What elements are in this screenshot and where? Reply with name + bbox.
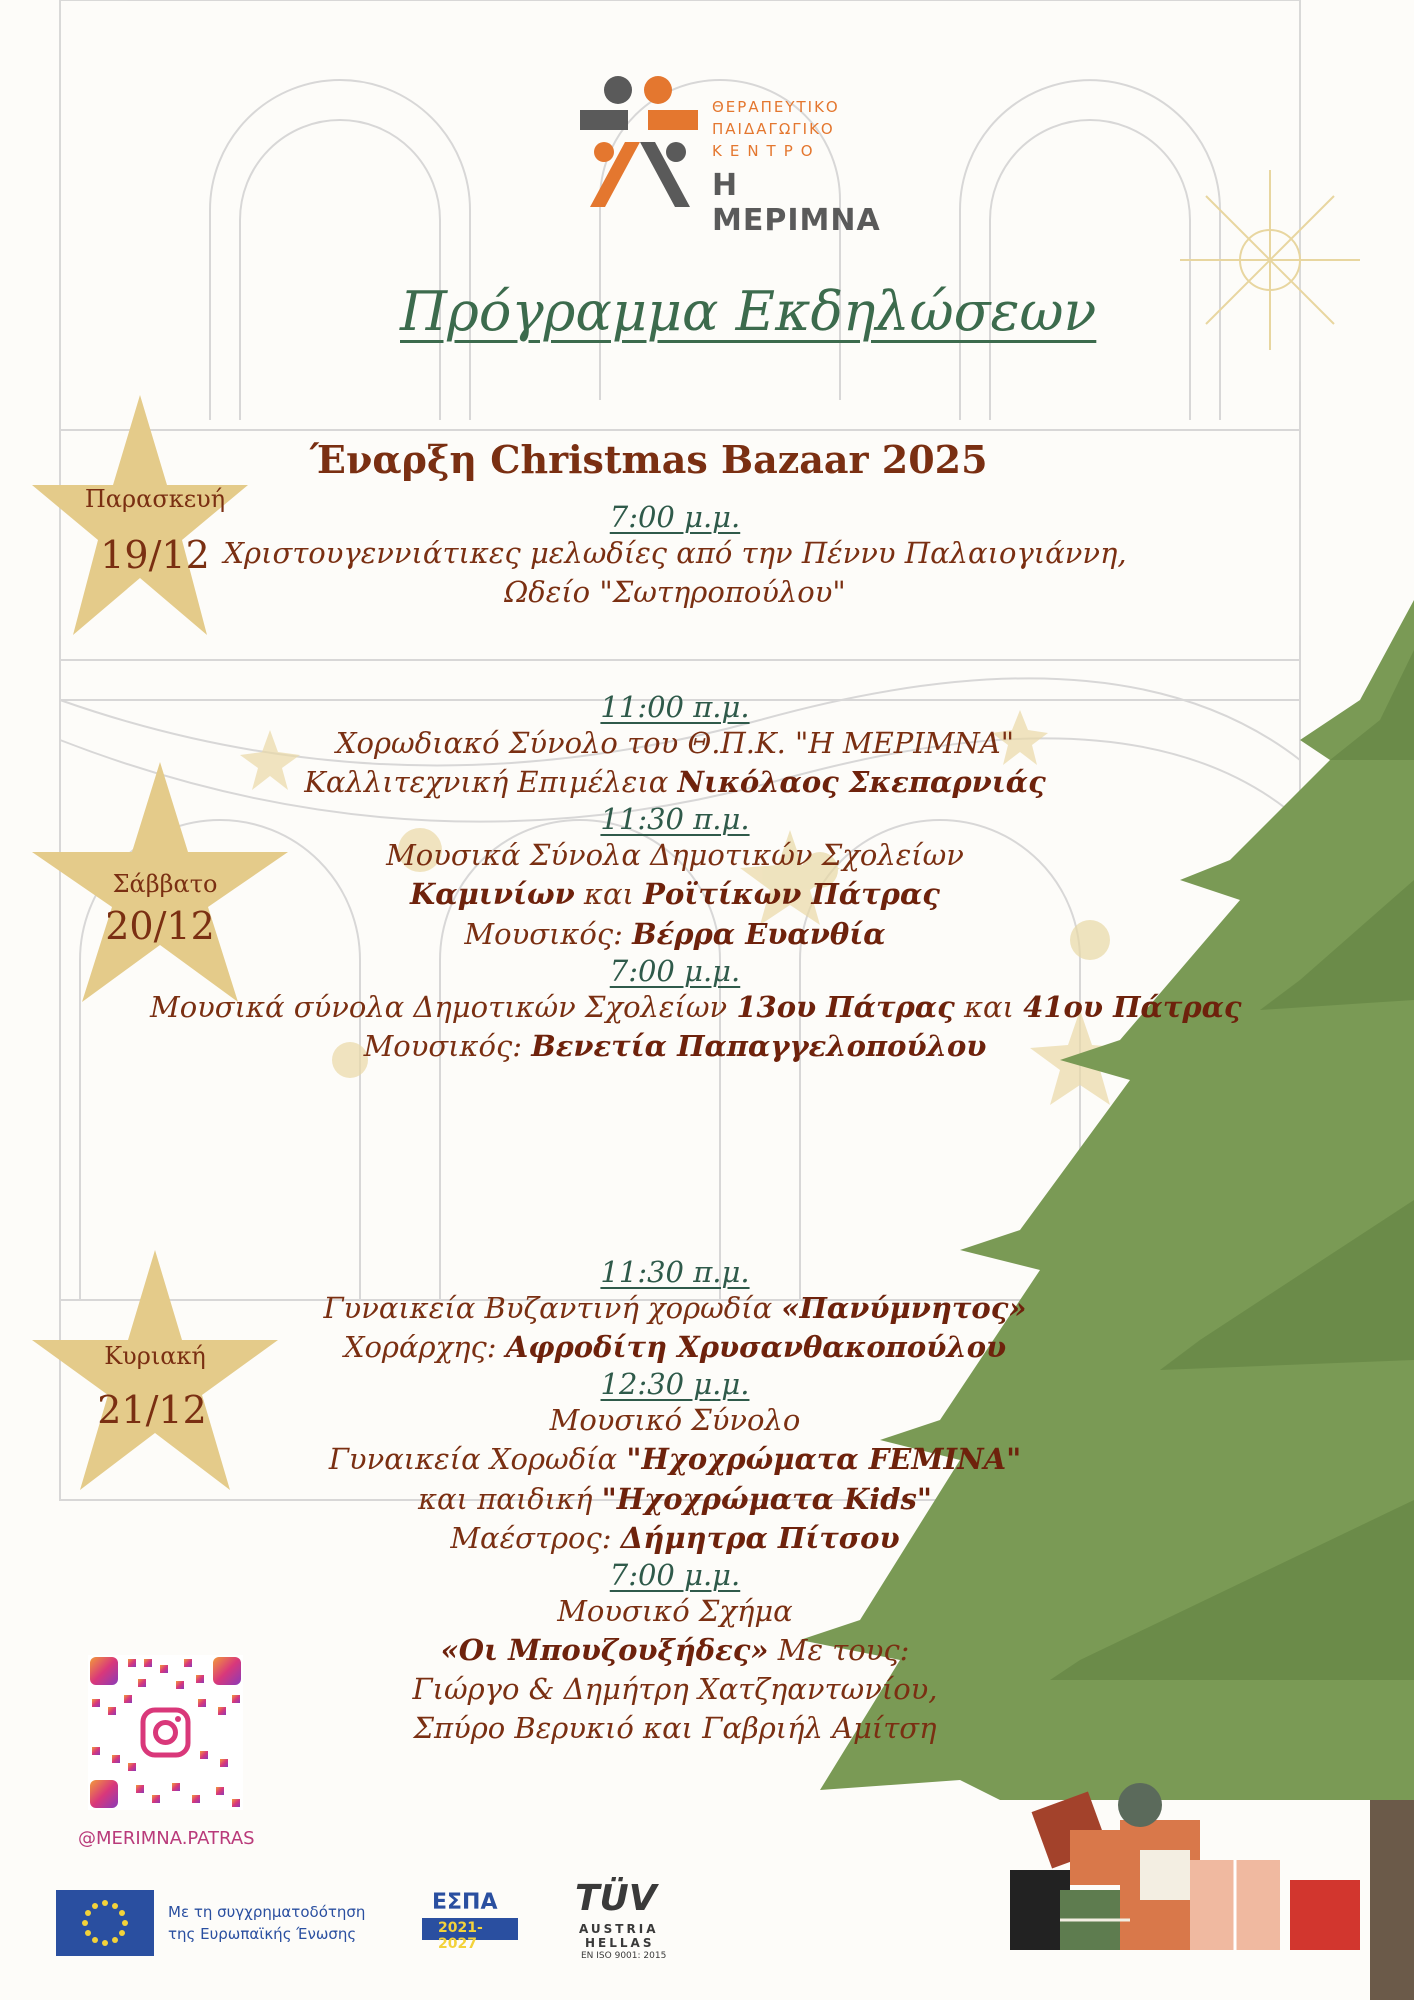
tuv-mark: TÜV <box>575 1878 657 1919</box>
eu-line2: της Ευρωπαϊκής Ένωσης <box>168 1925 357 1943</box>
date-label-saturday: 20/12 <box>105 904 215 948</box>
saturday-schedule <box>150 690 1242 1066</box>
espa-label: ΕΣΠΑ <box>432 1890 498 1915</box>
text-span: Γυναικεία Χορωδία <box>328 1442 627 1477</box>
friday-time-1: 7:00 μ.μ. <box>609 500 741 534</box>
page-title: Πρόγραμμα Εκδηλώσεων <box>400 280 1097 343</box>
eu-funding-badge <box>56 1890 416 1956</box>
day-label-saturday: Σάββατο <box>112 870 218 898</box>
day-label-sunday: Κυριακή <box>104 1342 206 1370</box>
text-span: και <box>954 989 1024 1024</box>
musician-name: Βέρρα Ευανθία <box>632 916 886 951</box>
eu-flag-icon <box>56 1890 154 1956</box>
eu-line1: Με τη συγχρηματοδότηση <box>168 1903 366 1921</box>
saturday-line-7 <box>150 1027 1200 1066</box>
text-span: Μουσικός: <box>464 916 633 951</box>
text-span: Με τους: <box>768 1632 910 1667</box>
text-span: Χοράρχης: <box>343 1330 506 1365</box>
date-label-friday: 19/12 <box>100 533 210 577</box>
saturday-time-2: 11:30 π.μ. <box>600 802 750 837</box>
date-label-sunday: 21/12 <box>97 1388 207 1432</box>
choir-name: "Ηχοχρώματα FEMINA" <box>626 1442 1022 1477</box>
conductor-name: Αφροδίτη Χρυσανθακοπούλου <box>505 1330 1007 1365</box>
saturday-line-4 <box>150 875 1200 914</box>
saturday-time-3: 7:00 μ.μ. <box>609 953 741 988</box>
choir-name: «Πανύμνητος» <box>781 1291 1027 1325</box>
tuv-iso: EN ISO 9001: 2015 <box>581 1951 667 1961</box>
tuv-line1: AUSTRIA <box>579 1922 659 1936</box>
sunday-line-6 <box>150 1519 1200 1558</box>
school-name: 41ου Πάτρας <box>1023 989 1242 1024</box>
school-name: Ροϊτίκων Πάτρας <box>643 877 940 912</box>
sunday-line-1 <box>150 1289 1200 1328</box>
sunday-time-1: 11:30 π.μ. <box>600 1255 750 1289</box>
text-span: Καλλιτεχνική Επιμέλεια <box>304 765 678 800</box>
text-span: Μουσικά σύνολα Δημοτικών Σχολείων <box>150 989 737 1024</box>
gift-boxes-illustration <box>1010 1783 1360 1950</box>
text-span: Μουσικός: <box>363 1028 532 1063</box>
instagram-qr-code[interactable] <box>88 1655 243 1810</box>
text-span: Μαέστρος: <box>450 1520 621 1555</box>
conductor-name: Νικόλαος Σκεπαρνιάς <box>677 765 1046 800</box>
text-span: Γυναικεία Βυζαντινή χορωδία <box>323 1291 782 1325</box>
instagram-handle[interactable]: @MERIMNA.PATRAS <box>78 1828 255 1849</box>
text-span: και παιδική <box>418 1481 602 1516</box>
musician-name: Βενετία Παπαγγελοπούλου <box>531 1028 987 1063</box>
text-span: και <box>574 877 644 912</box>
saturday-line-1: Χορωδιακό Σύνολο του Θ.Π.Κ. "Η ΜΕΡΙΜΝΑ" <box>335 726 1015 760</box>
sunday-line-10: Σπύρο Βερυκιό και Γαβριήλ Αμίτση <box>413 1711 937 1746</box>
saturday-line-3: Μουσικά Σύνολα Δημοτικών Σχολείων <box>386 838 964 873</box>
logo-mark-icon <box>580 72 700 207</box>
conductor-name: Δήμητρα Πίτσου <box>620 1520 900 1555</box>
school-name: Καμινίων <box>410 877 575 912</box>
sunday-line-4 <box>150 1440 1200 1479</box>
logo-line1: ΘΕΡΑΠΕΥΤΙΚΟ <box>712 98 840 116</box>
choir-name: "Ηχοχρώματα Kids" <box>601 1481 932 1516</box>
snowflake-icon <box>1180 170 1360 350</box>
logo-line2: ΠΑΙΔΑΓΩΓΙΚΟ <box>712 120 835 138</box>
logo-line3: ΚΕΝΤΡΟ <box>712 142 821 160</box>
sunday-time-2: 12:30 μ.μ. <box>600 1367 750 1402</box>
event-heading: Έναρξη Christmas Bazaar 2025 <box>310 437 988 482</box>
sunday-schedule <box>150 1255 1200 1748</box>
saturday-line-2 <box>150 763 1200 802</box>
logo-name: Η ΜΕΡΙΜΝΑ <box>712 168 881 238</box>
school-name: 13ου Πάτρας <box>736 989 955 1024</box>
sunday-line-5 <box>150 1480 1200 1519</box>
friday-schedule <box>150 500 1200 612</box>
sunday-line-2 <box>150 1328 1200 1367</box>
tuv-logo <box>575 1878 675 1968</box>
espa-years: 2021-2027 <box>438 1920 483 1952</box>
band-name: «Οι Μπουζουξήδες» <box>440 1632 769 1667</box>
logo <box>580 72 881 238</box>
tuv-line2: HELLAS <box>585 1936 655 1950</box>
day-label-friday: Παρασκευή <box>84 485 226 513</box>
espa-logo <box>420 1888 520 1958</box>
friday-line-2: Ωδείο "Σωτηροπούλου" <box>504 575 846 610</box>
sunday-line-3: Μουσικό Σύνολο <box>549 1403 801 1438</box>
friday-line-1: Χριστουγεννιάτικες μελωδίες από την Πέννυ Παλαιογιάννη, <box>223 536 1127 570</box>
saturday-line-6 <box>150 988 1242 1027</box>
sunday-time-3: 7:00 μ.μ. <box>609 1557 741 1592</box>
sunday-line-9: Γιώργο & Δημήτρη Χατζηαντωνίου, <box>412 1672 938 1707</box>
saturday-line-5 <box>150 915 1200 954</box>
saturday-time-1: 11:00 π.μ. <box>600 690 750 724</box>
sunday-line-7: Μουσικό Σχήμα <box>557 1593 793 1628</box>
sunday-line-8 <box>150 1631 1200 1670</box>
